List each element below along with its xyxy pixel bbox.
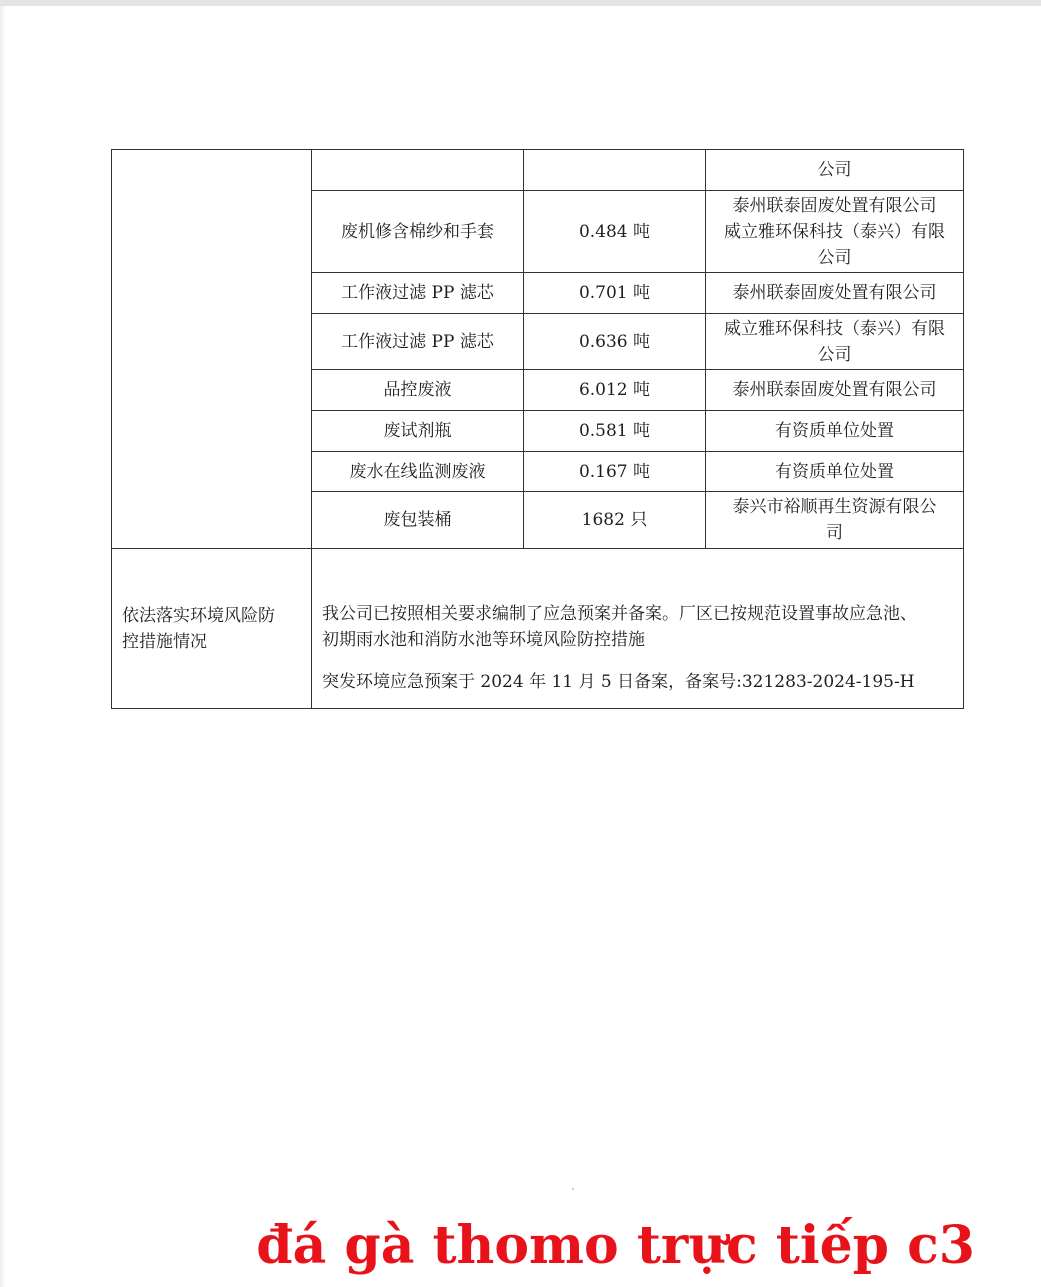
disposal-line: 司: [826, 523, 843, 543]
risk-label-line: 依法落实环境风险防: [122, 605, 275, 626]
disposal-unit-cell: [706, 452, 964, 492]
disposal-line: 泰州联泰固废处置有限公司: [732, 195, 937, 216]
risk-content-line: 初期雨水池和消防水池等环境风险防控措施: [322, 630, 645, 650]
waste-amount-cell: 0.484 吨: [524, 191, 706, 273]
disposal-unit-cell: [706, 150, 964, 191]
risk-control-row: [112, 549, 964, 709]
disposal-line: 泰兴市裕顺再生资源有限公: [732, 497, 937, 517]
disposal-line: 有资质单位处置: [775, 461, 894, 482]
paragraph-gap: [322, 653, 955, 669]
waste-name-cell: 废水在线监测废液: [312, 452, 524, 492]
disposal-unit-cell: [706, 191, 964, 273]
waste-name-cell: 废机修含棉纱和手套: [312, 191, 524, 273]
waste-amount-cell: 0.701 吨: [524, 273, 706, 314]
emergency-plan-filing-line: 突发环境应急预案于 2024 年 11 月 5 日备案，备案号:321283-2024-195-H: [322, 672, 915, 692]
disposal-line: 泰州联泰固废处置有限公司: [732, 380, 937, 400]
disposal-line: 有资质单位处置: [775, 421, 894, 441]
watermark-text: đá gà thomo trực tiếp c3: [256, 1215, 975, 1276]
risk-control-content: [312, 549, 964, 709]
waste-name-cell: 工作液过滤 PP 滤芯: [312, 314, 524, 370]
disposal-unit-cell: [706, 314, 964, 370]
disposal-line: 威立雅环保科技（泰兴）有限: [724, 318, 945, 339]
scan-top-border: [0, 0, 1041, 6]
table-row: [112, 150, 964, 191]
risk-control-label: [112, 549, 312, 709]
waste-amount-cell: 0.167 吨: [524, 452, 706, 492]
disposal-line: 公司: [817, 344, 852, 365]
waste-amount-cell: [524, 150, 706, 191]
waste-amount-cell: 1682 只: [524, 492, 706, 549]
waste-amount-cell: 0.636 吨: [524, 314, 706, 370]
disposal-unit-cell: [706, 492, 964, 549]
risk-label-line: 控措施情况: [122, 631, 207, 652]
disposal-unit-cell: [706, 273, 964, 314]
merged-category-cell: [112, 150, 312, 549]
waste-name-cell: [312, 150, 524, 191]
disposal-line: 公司: [817, 160, 852, 180]
waste-name-cell: 废包装桶: [312, 492, 524, 549]
disposal-line: 威立雅环保科技（泰兴）有限: [724, 221, 945, 242]
waste-amount-cell: 0.581 吨: [524, 411, 706, 452]
disposal-line: 公司: [817, 247, 852, 268]
scan-left-edge: [0, 6, 6, 1287]
disposal-unit-cell: [706, 370, 964, 411]
risk-content-line: 我公司已按照相关要求编制了应急预案并备案。厂区已按规范设置事故应急池、: [322, 604, 917, 624]
disposal-line: 泰州联泰固废处置有限公司: [732, 283, 937, 303]
hazardous-waste-table: [111, 149, 964, 709]
scan-speck: [572, 1188, 574, 1190]
waste-name-cell: 废试剂瓶: [312, 411, 524, 452]
waste-amount-cell: 6.012 吨: [524, 370, 706, 411]
waste-name-cell: 工作液过滤 PP 滤芯: [312, 273, 524, 314]
disposal-unit-cell: [706, 411, 964, 452]
waste-name-cell: 品控废液: [312, 370, 524, 411]
